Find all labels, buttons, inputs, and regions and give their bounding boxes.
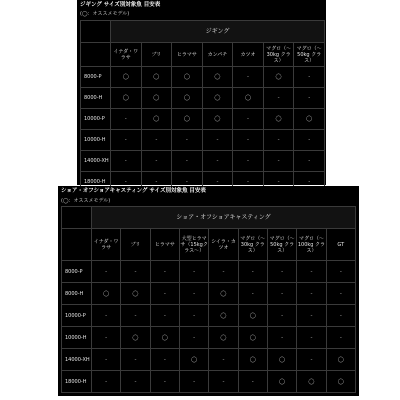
mark-cell: ◯ bbox=[111, 67, 142, 88]
mark-cell: - bbox=[179, 283, 208, 305]
column-header: カンパチ bbox=[202, 43, 233, 67]
mark-cell: ◯ bbox=[233, 88, 264, 109]
column-header: ブリ bbox=[141, 43, 172, 67]
mark-cell: - bbox=[92, 327, 121, 349]
mark-cell: - bbox=[150, 305, 179, 327]
mark-cell: - bbox=[297, 327, 326, 349]
table-row bbox=[62, 261, 356, 283]
mark-cell: ◯ bbox=[267, 349, 296, 371]
mark-cell: - bbox=[141, 130, 172, 151]
mark-cell: - bbox=[297, 349, 326, 371]
casting-title: ショア・オフショアキャスティング サイズ別対象魚 目安表 bbox=[61, 188, 206, 194]
mark-cell: - bbox=[111, 109, 142, 130]
column-header: カツオ bbox=[233, 43, 264, 67]
model-name: 8000-H bbox=[62, 283, 92, 305]
table-row bbox=[81, 151, 325, 172]
mark-cell: - bbox=[150, 261, 179, 283]
table-row bbox=[62, 283, 356, 305]
mark-cell: - bbox=[202, 130, 233, 151]
mark-cell: ◯ bbox=[209, 283, 238, 305]
jigging-panel bbox=[77, 0, 326, 185]
mark-cell: - bbox=[294, 88, 325, 109]
column-header: GT bbox=[326, 229, 355, 261]
casting-panel bbox=[58, 186, 359, 396]
mark-cell: - bbox=[111, 151, 142, 172]
mark-cell: - bbox=[238, 261, 267, 283]
mark-cell: - bbox=[267, 261, 296, 283]
mark-cell: - bbox=[326, 261, 355, 283]
model-name: 10000-H bbox=[62, 327, 92, 349]
model-name: 10000-P bbox=[62, 305, 92, 327]
mark-cell: ◯ bbox=[263, 67, 294, 88]
mark-cell: - bbox=[179, 327, 208, 349]
model-name: 10000-H bbox=[81, 130, 111, 151]
casting-group-header: ショア・オフショアキャスティング bbox=[92, 207, 356, 229]
model-name: 14000-XH bbox=[62, 349, 92, 371]
mark-cell: - bbox=[297, 305, 326, 327]
mark-cell: ◯ bbox=[263, 109, 294, 130]
mark-cell: - bbox=[233, 151, 264, 172]
mark-cell: - bbox=[179, 261, 208, 283]
mark-cell: - bbox=[121, 261, 150, 283]
mark-cell: - bbox=[209, 371, 238, 393]
mark-cell: - bbox=[150, 283, 179, 305]
mark-cell: ◯ bbox=[141, 109, 172, 130]
casting-table bbox=[61, 206, 356, 393]
mark-cell: - bbox=[141, 151, 172, 172]
mark-cell: - bbox=[179, 371, 208, 393]
mark-cell: - bbox=[267, 305, 296, 327]
column-header: マグロ（〜50kg クラス） bbox=[267, 229, 296, 261]
mark-cell: ◯ bbox=[141, 67, 172, 88]
mark-cell: - bbox=[141, 172, 172, 193]
column-header: イナダ・ワラサ bbox=[92, 229, 121, 261]
mark-cell: - bbox=[297, 261, 326, 283]
table-row bbox=[81, 130, 325, 151]
mark-cell: - bbox=[150, 371, 179, 393]
mark-cell: - bbox=[267, 327, 296, 349]
table-row bbox=[81, 67, 325, 88]
model-name: 14000-XH bbox=[81, 151, 111, 172]
mark-cell: - bbox=[209, 349, 238, 371]
mark-cell: ◯ bbox=[238, 349, 267, 371]
mark-cell: ◯ bbox=[238, 305, 267, 327]
model-name: 8000-H bbox=[81, 88, 111, 109]
mark-cell: ◯ bbox=[121, 283, 150, 305]
mark-cell: - bbox=[267, 283, 296, 305]
mark-cell: - bbox=[233, 172, 264, 193]
mark-cell: ◯ bbox=[172, 109, 203, 130]
model-name: 8000-P bbox=[81, 67, 111, 88]
mark-cell: ◯ bbox=[297, 371, 326, 393]
column-header: マグロ（〜50kg クラス） bbox=[294, 43, 325, 67]
mark-cell: - bbox=[233, 130, 264, 151]
jigging-table bbox=[80, 20, 325, 193]
mark-cell: - bbox=[294, 172, 325, 193]
mark-cell: ◯ bbox=[150, 327, 179, 349]
mark-cell: - bbox=[294, 67, 325, 88]
mark-cell: ◯ bbox=[238, 327, 267, 349]
mark-cell: - bbox=[326, 327, 355, 349]
mark-cell: - bbox=[92, 305, 121, 327]
mark-cell: - bbox=[263, 172, 294, 193]
mark-cell: - bbox=[233, 67, 264, 88]
table-row bbox=[62, 305, 356, 327]
mark-cell: - bbox=[294, 151, 325, 172]
mark-cell: - bbox=[92, 349, 121, 371]
mark-cell: - bbox=[297, 283, 326, 305]
mark-cell: - bbox=[172, 130, 203, 151]
column-header: ヒラマサ bbox=[172, 43, 203, 67]
casting-note: (◯：オススメモデル) bbox=[61, 198, 111, 204]
table-row bbox=[81, 88, 325, 109]
mark-cell: ◯ bbox=[92, 283, 121, 305]
mark-cell: - bbox=[263, 88, 294, 109]
mark-cell: - bbox=[202, 151, 233, 172]
column-header: マグロ（〜100kg クラス） bbox=[297, 229, 326, 261]
mark-cell: - bbox=[111, 172, 142, 193]
column-header: ヒラマサ bbox=[150, 229, 179, 261]
mark-cell: - bbox=[326, 305, 355, 327]
mark-cell: ◯ bbox=[202, 88, 233, 109]
corner-cell bbox=[81, 43, 111, 67]
mark-cell: ◯ bbox=[111, 88, 142, 109]
mark-cell: - bbox=[263, 130, 294, 151]
table-row bbox=[62, 371, 356, 393]
mark-cell: ◯ bbox=[202, 109, 233, 130]
jigging-group-header: ジギング bbox=[111, 21, 325, 43]
mark-cell: ◯ bbox=[326, 349, 355, 371]
column-header: イナダ・ワラサ bbox=[111, 43, 142, 67]
mark-cell: ◯ bbox=[121, 327, 150, 349]
corner-cell bbox=[81, 21, 111, 43]
corner-cell bbox=[62, 207, 92, 229]
mark-cell: - bbox=[121, 349, 150, 371]
column-header: マグロ（〜30kg クラス） bbox=[263, 43, 294, 67]
mark-cell: ◯ bbox=[267, 371, 296, 393]
mark-cell: - bbox=[263, 151, 294, 172]
column-header: 大型ヒラマサ（15kgクラス〜） bbox=[179, 229, 208, 261]
model-name: 10000-P bbox=[81, 109, 111, 130]
column-header: シイラ・カツオ bbox=[209, 229, 238, 261]
column-header: ブリ bbox=[121, 229, 150, 261]
column-header: マグロ（〜30kg クラス） bbox=[238, 229, 267, 261]
mark-cell: - bbox=[202, 172, 233, 193]
mark-cell: ◯ bbox=[172, 88, 203, 109]
table-row bbox=[62, 349, 356, 371]
mark-cell: - bbox=[179, 305, 208, 327]
table-row bbox=[81, 109, 325, 130]
mark-cell: - bbox=[111, 130, 142, 151]
casting-table-body bbox=[62, 261, 356, 393]
jigging-note: (◯：オススメモデル) bbox=[80, 11, 130, 17]
model-name: 18000-H bbox=[62, 371, 92, 393]
mark-cell: ◯ bbox=[141, 88, 172, 109]
mark-cell: - bbox=[238, 371, 267, 393]
table-row bbox=[62, 327, 356, 349]
mark-cell: - bbox=[172, 172, 203, 193]
mark-cell: - bbox=[172, 151, 203, 172]
mark-cell: - bbox=[209, 261, 238, 283]
mark-cell: - bbox=[92, 261, 121, 283]
mark-cell: - bbox=[326, 283, 355, 305]
mark-cell: - bbox=[238, 283, 267, 305]
corner-cell bbox=[62, 229, 92, 261]
jigging-table-body bbox=[81, 67, 325, 193]
mark-cell: - bbox=[150, 349, 179, 371]
mark-cell: ◯ bbox=[209, 327, 238, 349]
model-name: 18000-H bbox=[81, 172, 111, 193]
mark-cell: - bbox=[121, 305, 150, 327]
jigging-title: ジギング サイズ別対象魚 目安表 bbox=[80, 2, 161, 8]
mark-cell: - bbox=[294, 130, 325, 151]
mark-cell: - bbox=[92, 371, 121, 393]
mark-cell: ◯ bbox=[202, 67, 233, 88]
mark-cell: ◯ bbox=[294, 109, 325, 130]
mark-cell: ◯ bbox=[326, 371, 355, 393]
mark-cell: - bbox=[233, 109, 264, 130]
model-name: 8000-P bbox=[62, 261, 92, 283]
mark-cell: ◯ bbox=[179, 349, 208, 371]
mark-cell: - bbox=[121, 371, 150, 393]
mark-cell: ◯ bbox=[209, 305, 238, 327]
mark-cell: ◯ bbox=[172, 67, 203, 88]
